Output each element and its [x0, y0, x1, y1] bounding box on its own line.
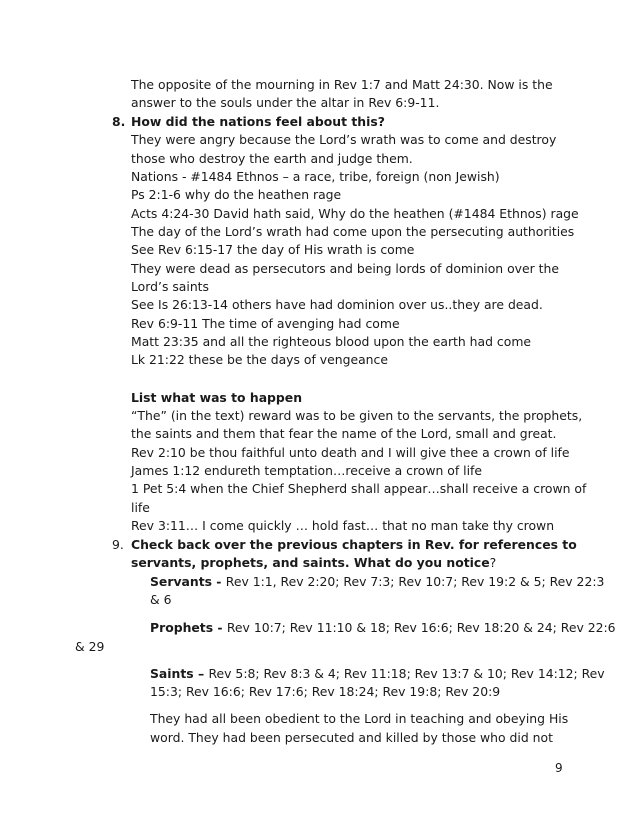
saints-refs: Rev 5:8; Rev 8:3 & 4; Rev 11:18; Rev 13:7 & 10; Rev 14:12; Rev — [208, 666, 605, 681]
servants-line-2: & 6 — [150, 592, 172, 607]
q8-line: The day of the Lord’s wrath had come upon the persecuting authorities — [131, 224, 575, 239]
list-line: life — [131, 500, 150, 515]
saints-line-2: 15:3; Rev 16:6; Rev 17:6; Rev 18:24; Rev 19:8; Rev 20:9 — [150, 684, 501, 699]
saints-line-1 — [150, 665, 605, 683]
closing-line: word. They had been persecuted and killed by those who did not — [150, 730, 553, 745]
intro-line-2: answer to the souls under the altar in Rev 6:9-11. — [131, 95, 440, 110]
list-line: James 1:12 endureth temptation…receive a crown of life — [131, 463, 483, 478]
q8-line: Lk 21:22 these be the days of vengeance — [131, 352, 388, 367]
list-line: Rev 2:10 be thou faithful unto death and I will give thee a crown of life — [131, 445, 570, 460]
list-line: “The” (in the text) reward was to be given to the servants, the prophets, — [131, 408, 583, 423]
q8-line: Matt 23:35 and all the righteous blood upon the earth had come — [131, 334, 532, 349]
closing-line: They had all been obedient to the Lord in teaching and obeying His — [150, 711, 569, 726]
q8-number: 8. — [112, 114, 126, 129]
prophets-refs: Rev 10:7; Rev 11:10 & 18; Rev 16:6; Rev 18:20 & 24; Rev 22:6 — [226, 620, 616, 635]
q8-line: Nations - #1484 Ethnos – a race, tribe, foreign (non Jewish) — [131, 169, 500, 184]
prophets-line — [150, 619, 616, 637]
saints-label: Saints – — [150, 666, 209, 681]
q9-heading-line-2 — [131, 554, 496, 572]
list-line: the saints and them that fear the name of the Lord, small and great. — [131, 426, 557, 441]
prophets-label: Prophets - — [150, 620, 227, 635]
list-heading: List what was to happen — [131, 390, 303, 405]
q8-line: See Is 26:13-14 others have had dominion over us..they are dead. — [131, 297, 543, 312]
q8-line: They were dead as persecutors and being lords of dominion over the — [131, 261, 559, 276]
servants-line-1 — [150, 573, 604, 591]
q8-line: Lord’s saints — [131, 279, 209, 294]
prophets-overflow: & 29 — [75, 639, 105, 654]
intro-line-1: The opposite of the mourning in Rev 1:7 and Matt 24:30. Now is the — [131, 77, 553, 92]
list-line: Rev 3:11… I come quickly … hold fast… that no man take thy crown — [131, 518, 555, 533]
list-line: 1 Pet 5:4 when the Chief Shepherd shall appear…shall receive a crown of — [131, 481, 587, 496]
q8-line: those who destroy the earth and judge them. — [131, 151, 413, 166]
page-number: 9 — [555, 761, 563, 775]
servants-label: Servants - — [150, 574, 226, 589]
q8-line: See Rev 6:15-17 the day of His wrath is come — [131, 242, 415, 257]
q8-line: Ps 2:1-6 why do the heathen rage — [131, 187, 342, 202]
q8-line: Acts 4:24-30 David hath said, Why do the heathen (#1484 Ethnos) rage — [131, 206, 579, 221]
q8-line: Rev 6:9-11 The time of avenging had come — [131, 316, 400, 331]
q8-heading: How did the nations feel about this? — [131, 114, 385, 129]
q9-heading-text: servants, prophets, and saints. What do you notice — [131, 555, 490, 570]
q9-heading-line-1: Check back over the previous chapters in Rev. for references to — [131, 537, 577, 552]
servants-refs: Rev 1:1, Rev 2:20; Rev 7:3; Rev 10:7; Rev 19:2 & 5; Rev 22:3 — [225, 574, 605, 589]
q9-number: 9. — [112, 537, 124, 552]
q8-line: They were angry because the Lord’s wrath was to come and destroy — [131, 132, 557, 147]
q9-heading-tail: ? — [489, 555, 497, 570]
